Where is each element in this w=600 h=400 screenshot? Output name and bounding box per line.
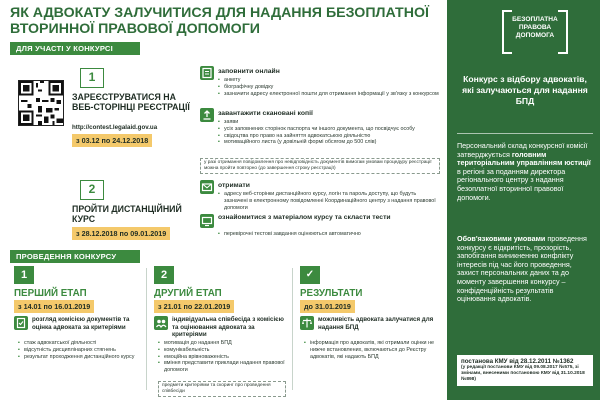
logo-corner bbox=[558, 10, 568, 12]
list-item: ▪ адресу веб-сторінки дистанційного курсу, логін та пароль доступу, що будуть зазначені в електронному повідомленні Координаційного центру з надання правової допомоги bbox=[218, 191, 440, 211]
stage-2-heading: ДРУГИЙ ЕТАП bbox=[154, 288, 222, 299]
list-item: ▪ вміння представити приклади надання правової допомоги bbox=[158, 360, 288, 374]
panel-text: проведення конкурсу є відкритість, прозорість, запобігання виникненню конфлікту інтересів під час його проведення, захист персональних даних та до моменту завершення конкурсу – конфіденційність результатів оцінювання адвокатів. bbox=[457, 234, 587, 304]
list-item: ▪ результат проходження дистанційного курсу bbox=[18, 354, 142, 361]
panel-paragraph-conditions bbox=[457, 235, 593, 304]
step-1-date: з 03.12 по 24.12.2018 bbox=[72, 134, 152, 147]
panel-text: в регіоні за поданням директора регіонального центру з надання безоплатної вторинної правової допомоги. bbox=[457, 166, 566, 202]
upload-scans-list bbox=[218, 119, 440, 146]
stage-1-criteria-list bbox=[18, 340, 142, 360]
list-item: ▪ інформація про адвокатів, які отримали оцінки не нижче встановлених, включаються до Реєстру адвокатів, які надають БПД bbox=[304, 340, 440, 360]
list-item: ▪ комунікабельність bbox=[158, 347, 288, 354]
results-check-icon: ✓ bbox=[300, 266, 320, 284]
logo-corner bbox=[558, 52, 568, 54]
list-item: ▪ заяви bbox=[218, 119, 440, 126]
receive-list bbox=[218, 191, 440, 211]
upload-icon bbox=[200, 108, 214, 122]
list-item: ▪ перевірочні тестові завдання оцінюються автоматично bbox=[218, 231, 440, 238]
re-registration-note: у разі отримання повідомлення про невідповідність документів вимогам умовам процедуру реєстрації можна пройти повторно (до завершення строку реєстрації) bbox=[200, 158, 440, 174]
list-item: ▪ зазначити адресу електронної пошти для отримання інформації у зв'язку з конкурсом bbox=[218, 91, 440, 98]
list-item: ▪ емоційна врівноваженість bbox=[158, 354, 288, 361]
logo-line: ДОПОМОГА bbox=[515, 32, 555, 39]
list-item: ▪ стаж адвокатської діяльності bbox=[18, 340, 142, 347]
results-title: можливість адвоката залучатися для надання БПД bbox=[318, 316, 434, 331]
legal-aid-logo bbox=[502, 10, 568, 54]
panel-text: Персональний склад конкурсної комісії затверджується bbox=[457, 141, 588, 159]
resolution-reference bbox=[457, 355, 593, 386]
interview-note: предмети критеріями та скоринг про проведення співбесіди bbox=[158, 381, 286, 397]
step-2-date: з 28.12.2018 по 09.01.2019 bbox=[72, 227, 170, 240]
registration-url-link[interactable]: http://contest.legalaid.gov.ua bbox=[72, 124, 158, 131]
step-2-heading: ПРОЙТИ ДИСТАНЦІЙНИЙ КУРС bbox=[72, 204, 182, 224]
list-item: ▪ анкету bbox=[218, 77, 440, 84]
list-item: ▪ свідоцтва про право на зайняття адвокатською діяльністю bbox=[218, 133, 440, 140]
fill-online-title: заповнити онлайн bbox=[218, 68, 280, 75]
stage-2-title: індивідуальна співбесіда з комісією та оцінювання адвоката за критеріями bbox=[172, 316, 284, 339]
divider bbox=[146, 268, 147, 390]
qr-code[interactable] bbox=[18, 80, 64, 126]
documents-icon bbox=[14, 316, 28, 330]
list-item: ▪ усіх заповнених сторінок паспорта чи іншого документа, що посвідчує особу bbox=[218, 126, 440, 133]
stage-2-criteria-list bbox=[158, 340, 288, 374]
scales-icon bbox=[300, 316, 314, 330]
stage-1-title: розгляд комісією документів та оцінка адвоката за критеріями bbox=[32, 316, 130, 331]
list-item: ▪ біографічну довідку bbox=[218, 84, 440, 91]
section-conduct-label: ПРОВЕДЕННЯ КОНКУРСУ bbox=[10, 250, 140, 263]
step-1-heading: ЗАРЕЄСТРУВАТИСЯ НА ВЕБ-СТОРІНЦІ РЕЄСТРАЦІЇ bbox=[72, 92, 190, 112]
list-item: ▪ мотивація до надання БПД bbox=[158, 340, 288, 347]
page-title: ЯК АДВОКАТУ ЗАЛУЧИТИСЯ ДЛЯ НАДАННЯ БЕЗОПЛАТНОЇ ВТОРИННОЇ ПРАВОВОЇ ДОПОМОГИ bbox=[10, 5, 429, 37]
stage-2-date: з 21.01 по 22.01.2019 bbox=[154, 300, 234, 313]
interview-icon bbox=[154, 316, 168, 330]
familiarize-title: ознайомитися з матеріалом курсу та скласти тести bbox=[218, 214, 391, 221]
form-icon bbox=[200, 66, 214, 80]
panel-divider bbox=[457, 133, 593, 134]
divider bbox=[292, 268, 293, 390]
stage-1-date: з 14.01 по 16.01.2019 bbox=[14, 300, 94, 313]
resolution-title: постанова КМУ від 28.12.2011 №1362 bbox=[461, 358, 574, 365]
panel-text-bold: головним територіальним управлінням юстиції bbox=[457, 149, 591, 168]
receive-title: отримати bbox=[218, 182, 250, 189]
course-icon bbox=[200, 214, 214, 228]
panel-title: Конкурс з відбору адвокатів, які залучаються для надання БПД bbox=[462, 74, 588, 106]
upload-scans-title: завантажити скановані копії bbox=[218, 110, 313, 117]
logo-text bbox=[502, 16, 568, 40]
step-2-number: 2 bbox=[80, 180, 104, 200]
logo-corner bbox=[502, 52, 512, 54]
logo-corner bbox=[502, 10, 512, 12]
step-1-number: 1 bbox=[80, 68, 104, 88]
list-item: ▪ мотиваційного листа (у довільній формі обсягом до 500 слів) bbox=[218, 139, 440, 146]
panel-paragraph-commission bbox=[457, 142, 593, 202]
logo-line: БЕЗОПЛАТНА bbox=[512, 16, 558, 23]
results-date: до 31.01.2019 bbox=[300, 300, 355, 313]
resolution-amendments: (у редакції постанови КМУ від 09.08.2017 №575, зі змінами, внесеними постановою КМУ від 31.10.2018 №898) bbox=[461, 365, 585, 382]
list-item: ▪ відсутність дисциплінарних стягнень bbox=[18, 347, 142, 354]
results-heading: РЕЗУЛЬТАТИ bbox=[300, 288, 363, 299]
stage-1-heading: ПЕРШИЙ ЕТАП bbox=[14, 288, 87, 299]
fill-online-list bbox=[218, 77, 440, 97]
stage-1-number: 1 bbox=[14, 266, 34, 284]
logo-line: ПРАВОВА bbox=[518, 24, 552, 31]
panel-text-bold: Обов'язковими умовами bbox=[457, 234, 546, 243]
stage-2-number: 2 bbox=[154, 266, 174, 284]
envelope-icon bbox=[200, 180, 214, 194]
section-participate-label: ДЛЯ УЧАСТІ У КОНКУРСІ bbox=[10, 42, 140, 55]
results-list bbox=[304, 340, 440, 360]
familiarize-list bbox=[218, 231, 440, 238]
